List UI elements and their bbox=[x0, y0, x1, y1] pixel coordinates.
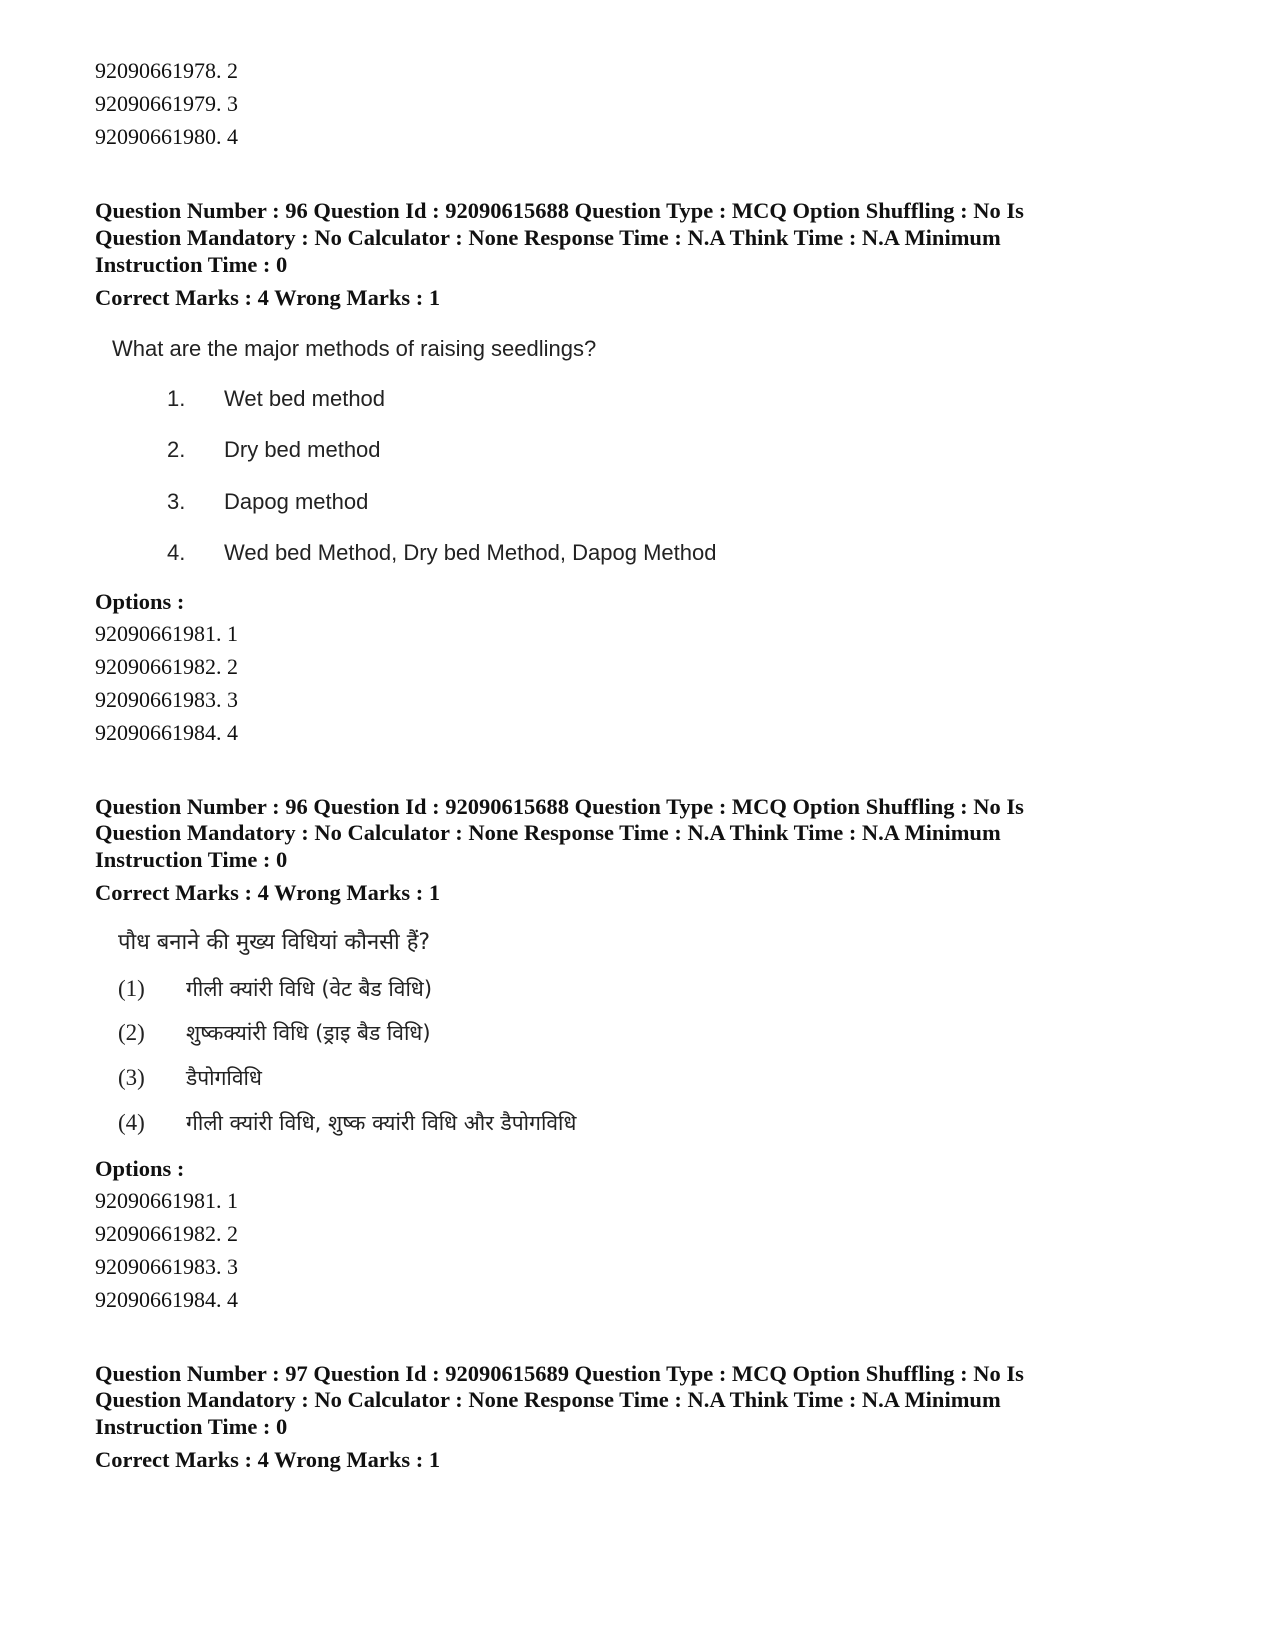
question-header: Question Mandatory : No Calculator : None Response Time : N.A Think Time : N.A Minimum bbox=[95, 225, 1001, 250]
choice-text: Dry bed method bbox=[224, 437, 381, 462]
choice-number: 1. bbox=[167, 386, 186, 411]
choice-text: Dapog method bbox=[224, 489, 369, 514]
option-line: 92090661981. 1 bbox=[95, 621, 238, 646]
marks-line: Correct Marks : 4 Wrong Marks : 1 bbox=[95, 880, 441, 905]
option-line: 92090661982. 2 bbox=[95, 654, 238, 679]
marks-line: Correct Marks : 4 Wrong Marks : 1 bbox=[95, 1447, 441, 1472]
choice-number: (4) bbox=[118, 1110, 145, 1135]
question-header: Question Mandatory : No Calculator : None Response Time : N.A Think Time : N.A Minimum bbox=[95, 820, 1001, 845]
option-line: 92090661979. 3 bbox=[95, 91, 238, 116]
question-header: Instruction Time : 0 bbox=[95, 252, 288, 277]
choice-text: डैपोगविधि bbox=[186, 1066, 262, 1090]
question-header: Instruction Time : 0 bbox=[95, 1414, 288, 1439]
choice-text: गीली क्यांरी विधि (वेट बैड विधि) bbox=[186, 977, 433, 1001]
choice-number: (2) bbox=[118, 1020, 145, 1045]
options-label: Options : bbox=[95, 1156, 185, 1181]
choice-number: 3. bbox=[167, 489, 186, 514]
option-line: 92090661984. 4 bbox=[95, 1287, 238, 1312]
question-header: Question Number : 96 Question Id : 92090615688 Question Type : MCQ Option Shuffling : No Is bbox=[95, 198, 1024, 223]
options-label: Options : bbox=[95, 589, 185, 614]
option-line: 92090661984. 4 bbox=[95, 720, 238, 745]
option-line: 92090661978. 2 bbox=[95, 58, 238, 83]
choice-text: Wet bed method bbox=[224, 386, 386, 411]
option-line: 92090661983. 3 bbox=[95, 687, 238, 712]
choice-number: 4. bbox=[167, 540, 186, 565]
question-header: Question Number : 97 Question Id : 92090615689 Question Type : MCQ Option Shuffling : No Is bbox=[95, 1361, 1024, 1386]
choice-number: (1) bbox=[118, 976, 145, 1001]
question-header: Question Mandatory : No Calculator : None Response Time : N.A Think Time : N.A Minimum bbox=[95, 1387, 1001, 1412]
choice-number: (3) bbox=[118, 1065, 145, 1090]
marks-line: Correct Marks : 4 Wrong Marks : 1 bbox=[95, 285, 441, 310]
question-text: पौध बनाने की मुख्य विधियां कौनसी हैं? bbox=[118, 930, 431, 955]
question-header: Question Number : 96 Question Id : 92090615688 Question Type : MCQ Option Shuffling : No Is bbox=[95, 794, 1024, 819]
choice-text: शुष्कक्यांरी विधि (ड्राइ बैड विधि) bbox=[186, 1021, 431, 1045]
choice-text: Wed bed Method, Dry bed Method, Dapog Method bbox=[224, 540, 717, 565]
question-text: What are the major methods of raising seedlings? bbox=[112, 336, 597, 361]
choice-number: 2. bbox=[167, 437, 186, 462]
option-line: 92090661981. 1 bbox=[95, 1188, 238, 1213]
option-line: 92090661982. 2 bbox=[95, 1221, 238, 1246]
question-header: Instruction Time : 0 bbox=[95, 847, 288, 872]
option-line: 92090661980. 4 bbox=[95, 124, 238, 149]
choice-text: गीली क्यांरी विधि, शुष्क क्यांरी विधि और डैपोगविधि bbox=[186, 1111, 577, 1135]
option-line: 92090661983. 3 bbox=[95, 1254, 238, 1279]
